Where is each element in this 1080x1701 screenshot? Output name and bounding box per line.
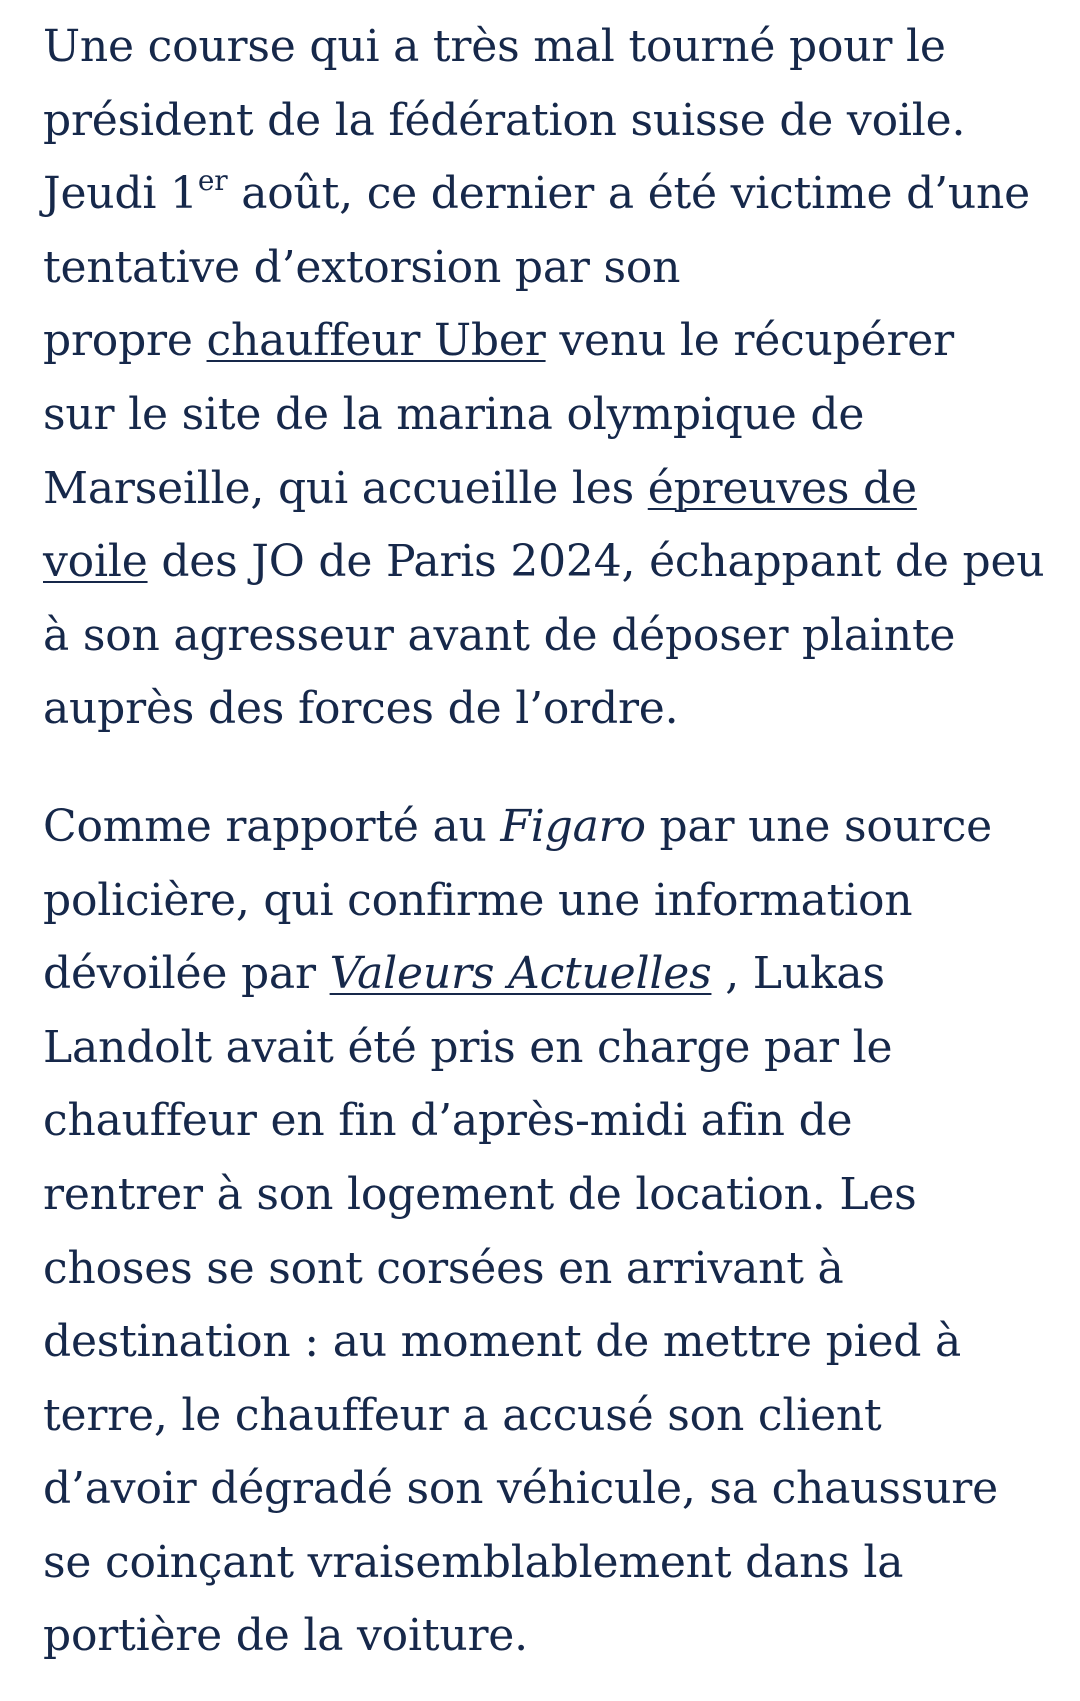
- text-fragment: Marseille, qui accueille les: [43, 462, 648, 514]
- text-fragment: par une source: [645, 800, 992, 852]
- link-chauffeur-uber[interactable]: chauffeur Uber: [206, 315, 546, 367]
- text-fragment: août, ce dernier a été victime d’une: [227, 168, 1030, 220]
- text-line: tentative d’extorsion par son: [43, 241, 681, 293]
- text-fragment: , Lukas: [711, 948, 885, 1000]
- text-line: choses se sont corsées en arrivant à: [43, 1242, 844, 1294]
- article-body: [43, 10, 1053, 1673]
- text-line: destination : au moment de mettre pied à: [43, 1316, 962, 1368]
- text-fragment: des JO de Paris 2024, échappant de peu: [147, 536, 1045, 588]
- text-line: d’avoir dégradé son véhicule, sa chaussure: [43, 1463, 998, 1515]
- text-line: se coinçant vraisemblablement dans la: [43, 1536, 904, 1588]
- link-valeurs-actuelles-label: Valeurs Actuelles: [329, 948, 712, 1000]
- text-line: [43, 304, 1053, 378]
- text-line: [43, 790, 1053, 864]
- publication-name-figaro: Figaro: [500, 800, 646, 852]
- text-line: [43, 525, 1053, 599]
- link-epreuves-de-voile-part2[interactable]: voile: [43, 536, 148, 588]
- text-line: [43, 452, 1053, 526]
- link-valeurs-actuelles[interactable]: [330, 948, 712, 999]
- text-line: terre, le chauffeur a accusé son client: [43, 1389, 882, 1441]
- text-fragment: Jeudi 1: [43, 168, 198, 220]
- text-line: président de la fédération suisse de voile.: [43, 94, 966, 146]
- text-fragment: propre: [43, 315, 207, 367]
- text-line: Une course qui a très mal tourné pour le: [43, 21, 946, 72]
- link-epreuves-de-voile-part1[interactable]: épreuves de: [647, 462, 917, 514]
- text-line: portière de la voiture.: [43, 1610, 528, 1662]
- paragraph-details: [43, 790, 1053, 1673]
- text-line: rentrer à son logement de location. Les: [43, 1168, 917, 1220]
- text-line: policière, qui confirme une information: [43, 874, 913, 926]
- ordinal-superscript: er: [197, 164, 228, 198]
- text-line: auprès des forces de l’ordre.: [43, 683, 679, 735]
- text-fragment: venu le récupérer: [545, 315, 954, 367]
- text-line: [43, 157, 1053, 231]
- text-line: sur le site de la marina olympique de: [43, 388, 865, 440]
- text-line: Landolt avait été pris en charge par le: [43, 1021, 893, 1073]
- text-line: [43, 937, 1053, 1011]
- text-fragment: dévoilée par: [43, 948, 330, 1000]
- paragraph-intro: [43, 10, 1053, 746]
- text-line: chauffeur en fin d’après-midi afin de: [43, 1095, 853, 1147]
- text-fragment: Comme rapporté au: [43, 800, 501, 852]
- paragraph-spacer: [43, 746, 1053, 790]
- text-line: à son agresseur avant de déposer plainte: [43, 609, 956, 661]
